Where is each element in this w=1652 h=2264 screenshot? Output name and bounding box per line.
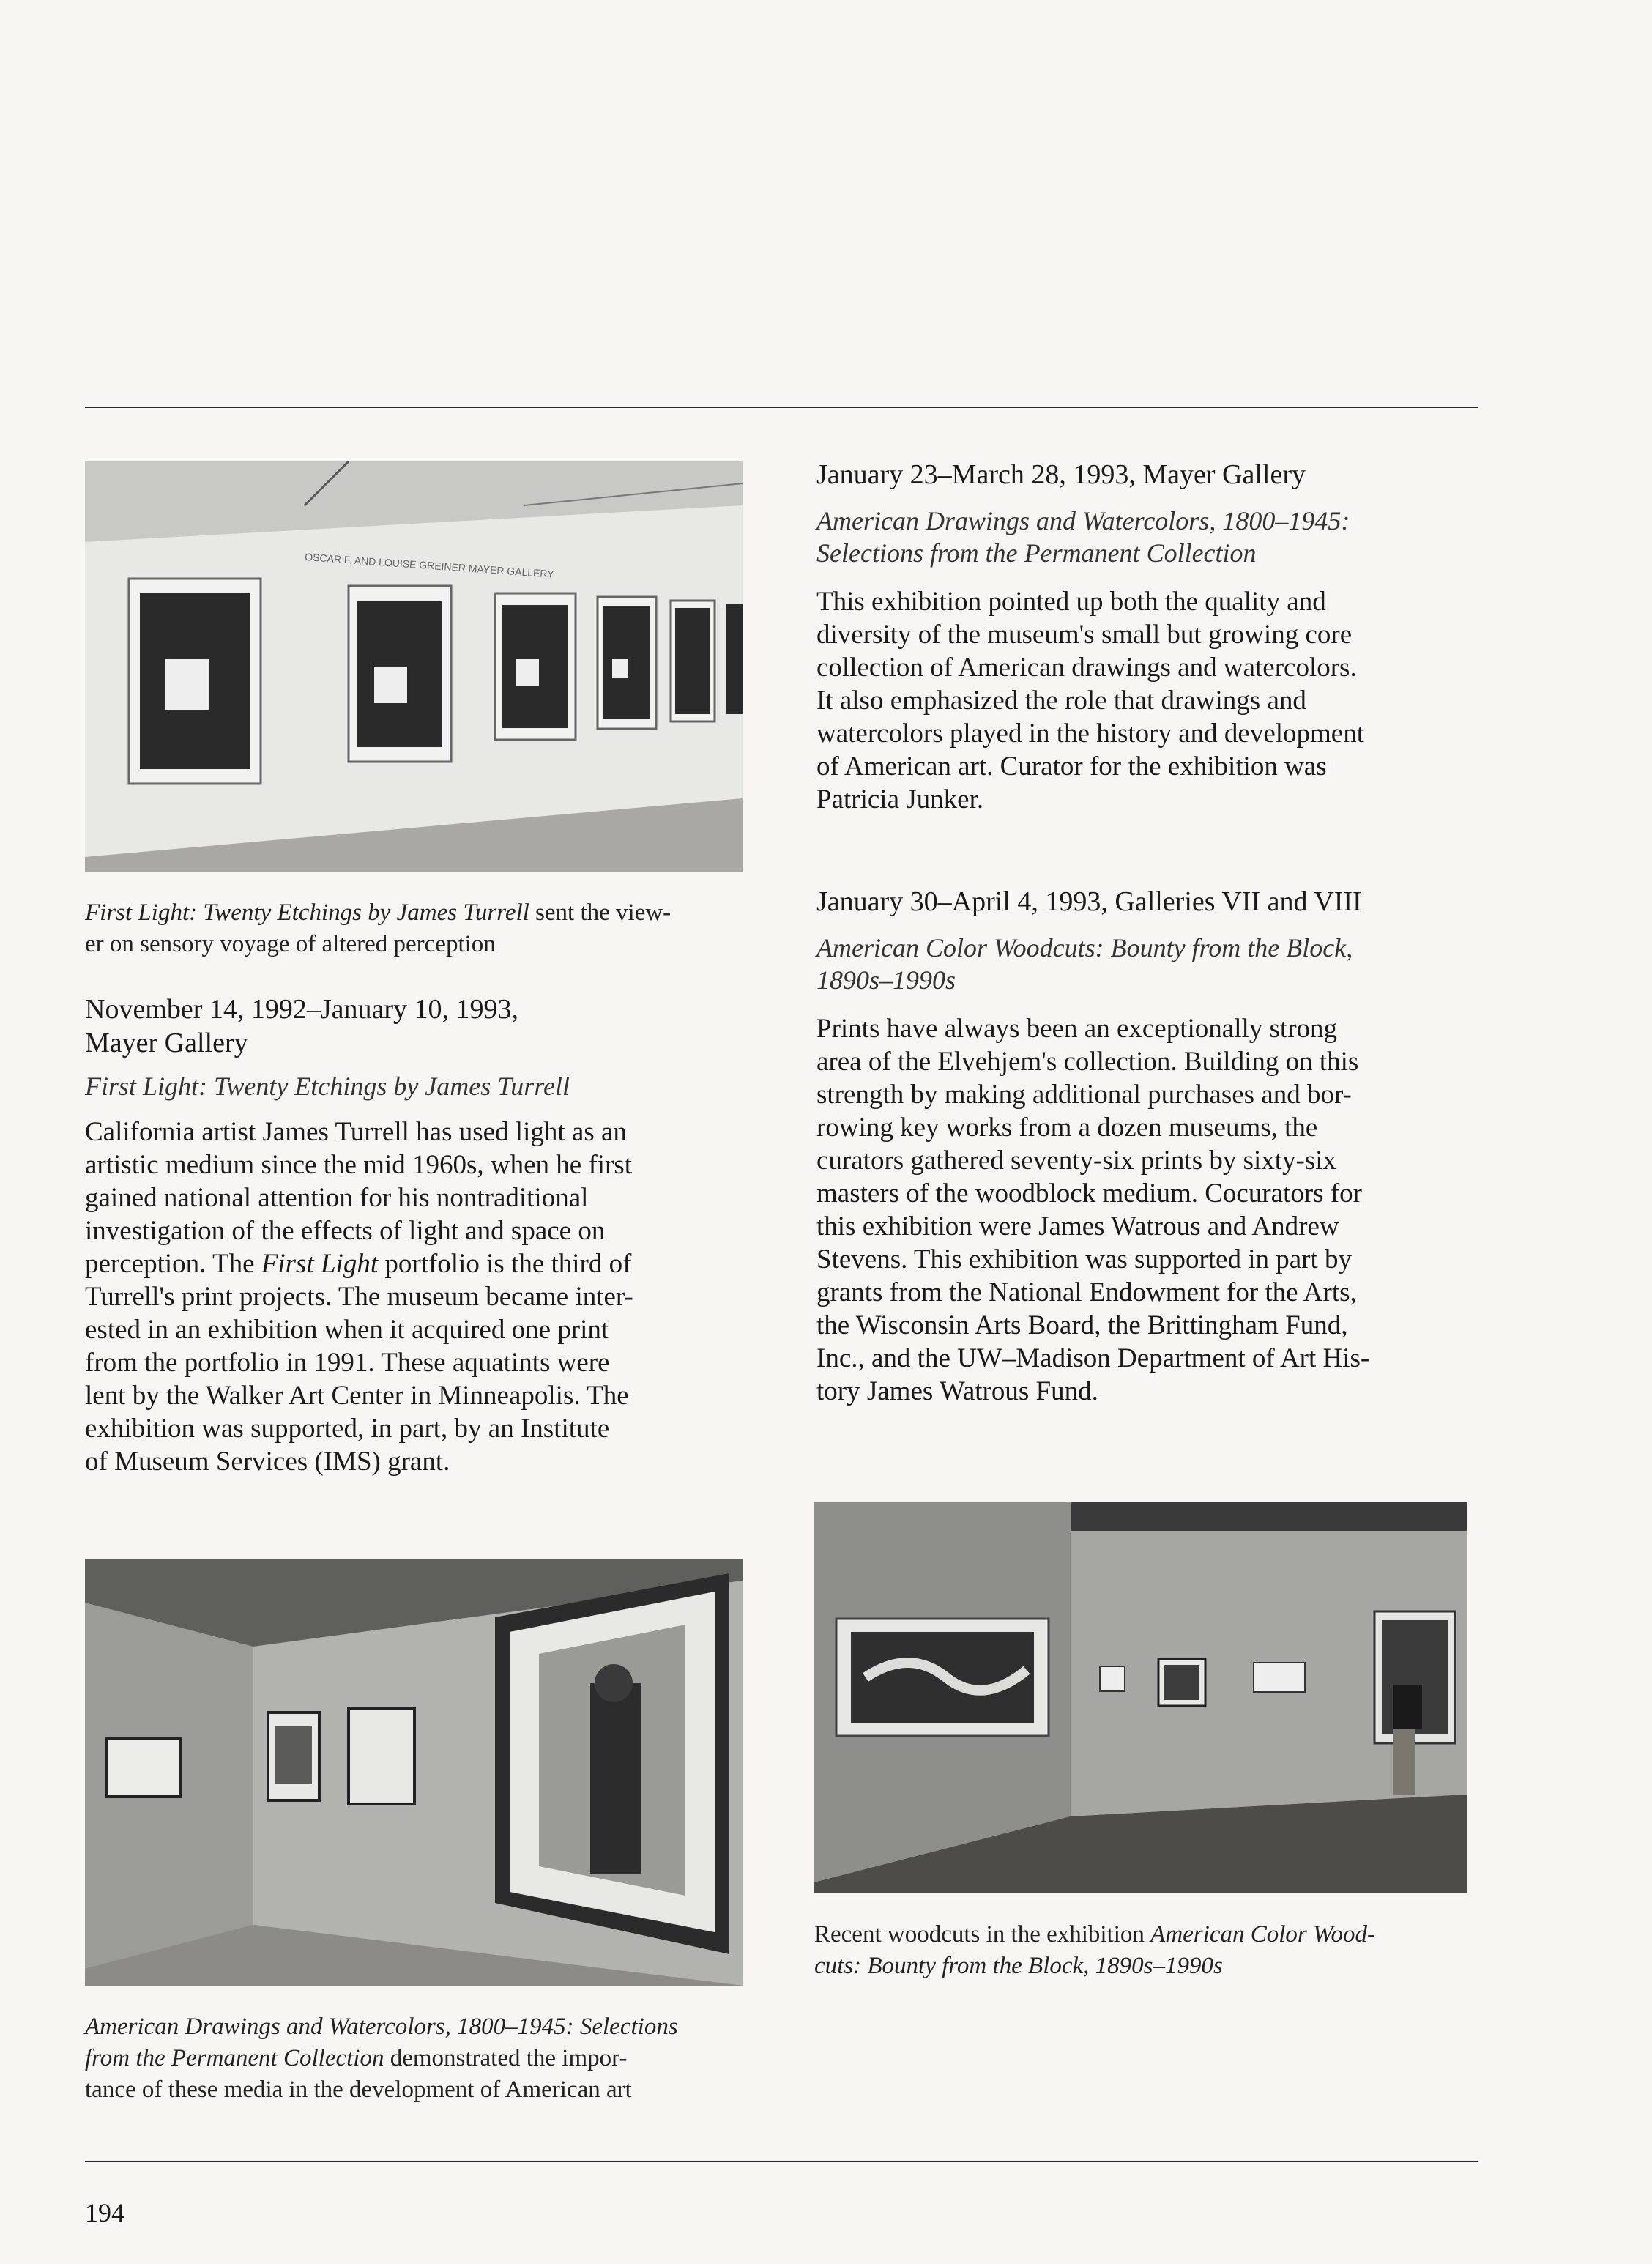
top-rule <box>85 407 1478 408</box>
exhibition-woodcuts <box>816 885 1483 1408</box>
body-line: investigation of the effects of light and space on <box>85 1216 606 1246</box>
body-line: Turrell's print projects. The museum became inter- <box>85 1282 633 1312</box>
body-line: rowing key works from a dozen museums, the <box>816 1113 1318 1143</box>
woodcuts-caption-text: Recent woodcuts in the exhibition <box>814 1921 1151 1948</box>
body-line: of Museum Services (IMS) grant. <box>85 1447 450 1477</box>
body-line: from the portfolio in 1991. These aquatints were <box>85 1348 610 1378</box>
body-line-start: perception. The <box>85 1249 261 1279</box>
body-line: This exhibition pointed up both the quality and <box>816 587 1326 617</box>
body-line: exhibition was supported, in part, by an Institute <box>85 1414 610 1444</box>
drawings-caption-title-2: from the Permanent Collection <box>85 2045 384 2071</box>
body-line: Inc., and the UW–Madison Department of Art His- <box>816 1343 1370 1373</box>
body-line: masters of the woodblock medium. Cocurators for <box>816 1179 1362 1209</box>
body-line: It also emphasized the role that drawings and <box>816 686 1306 716</box>
woodcuts-caption-title-1: American Color Wood- <box>1150 1921 1375 1948</box>
body-line: collection of American drawings and watercolors. <box>816 653 1357 683</box>
woodcuts-gallery-photo <box>814 1502 1467 1893</box>
gallery-wall-lettering: OSCAR F. AND LOUISE GREINER MAYER GALLERY <box>304 551 555 580</box>
body-line-end: portfolio is the third of <box>384 1249 632 1279</box>
exhibition-drawings <box>816 458 1483 816</box>
body-line: the Wisconsin Arts Board, the Brittingham Fund, <box>816 1310 1348 1340</box>
woodcuts-caption <box>814 1919 1473 1982</box>
body-line: watercolors played in the history and development <box>816 719 1365 749</box>
body-line: area of the Elvehjem's collection. Building on this <box>816 1047 1359 1077</box>
body-line: grants from the National Endowment for the Arts, <box>816 1277 1357 1307</box>
exhibition-date-3: January 30–April 4, 1993, Galleries VII and VIII <box>816 886 1362 917</box>
turrell-caption-rest: sent the view- <box>529 899 671 926</box>
page-number: 194 <box>85 2198 124 2227</box>
turrell-gallery-photo <box>85 461 743 872</box>
body-line: lent by the Walker Art Center in Minneapolis. The <box>85 1381 629 1411</box>
exhibition-title-3b: 1890s–1990s <box>816 965 956 995</box>
drawings-caption-rest: demonstrated the impor- <box>384 2045 628 2071</box>
body-line: Prints have always been an exceptionally strong <box>816 1014 1338 1044</box>
body-line: curators gathered seventy-six prints by sixty-six <box>816 1146 1337 1176</box>
body-line: this exhibition were James Watrous and Andrew <box>816 1211 1339 1242</box>
drawings-caption <box>85 2011 744 2106</box>
turrell-caption <box>85 897 744 960</box>
drawings-caption-line3: tance of these media in the development of American art <box>85 2076 632 2103</box>
exhibition-title-2b: Selections from the Permanent Collection <box>816 538 1257 568</box>
woodcuts-caption-title-2: cuts: Bounty from the Block, 1890s–1990s <box>814 1953 1223 1979</box>
body-line: ested in an exhibition when it acquired one print <box>85 1315 609 1345</box>
body-line: tory James Watrous Fund. <box>816 1376 1098 1406</box>
body-line: Patricia Junker. <box>816 784 984 814</box>
exhibition-date-2: January 23–March 28, 1993, Mayer Gallery <box>816 459 1306 490</box>
body-line: diversity of the museum's small but growing core <box>816 620 1353 650</box>
body-line: gained national attention for his nontraditional <box>85 1183 589 1213</box>
exhibition-turrell <box>85 992 744 1478</box>
body-italic-title: First Light <box>261 1249 379 1279</box>
exhibition-venue-1: Mayer Gallery <box>85 1028 248 1058</box>
body-line <box>85 1247 744 1280</box>
drawings-gallery-photo <box>85 1559 743 1986</box>
drawings-caption-title-1: American Drawings and Watercolors, 1800–1945: Selections <box>85 2014 678 2040</box>
exhibition-title-3a: American Color Woodcuts: Bounty from the Block, <box>816 933 1353 962</box>
body-line: strength by making additional purchases and bor- <box>816 1080 1352 1110</box>
turrell-caption-line2: er on sensory voyage of altered perception <box>85 931 496 957</box>
exhibition-title-1: First Light: Twenty Etchings by James Turrell <box>85 1072 570 1101</box>
body-line: of American art. Curator for the exhibition was <box>816 751 1327 782</box>
turrell-caption-title: First Light: Twenty Etchings by James Turrell <box>85 899 529 926</box>
exhibition-date-1: November 14, 1992–January 10, 1993, <box>85 994 519 1025</box>
bottom-rule <box>85 2161 1478 2162</box>
body-line: Stevens. This exhibition was supported in part by <box>816 1244 1353 1274</box>
body-line: California artist James Turrell has used light as an <box>85 1117 627 1147</box>
exhibition-title-2a: American Drawings and Watercolors, 1800–1945: <box>816 506 1350 535</box>
body-line: artistic medium since the mid 1960s, when he first <box>85 1150 633 1180</box>
